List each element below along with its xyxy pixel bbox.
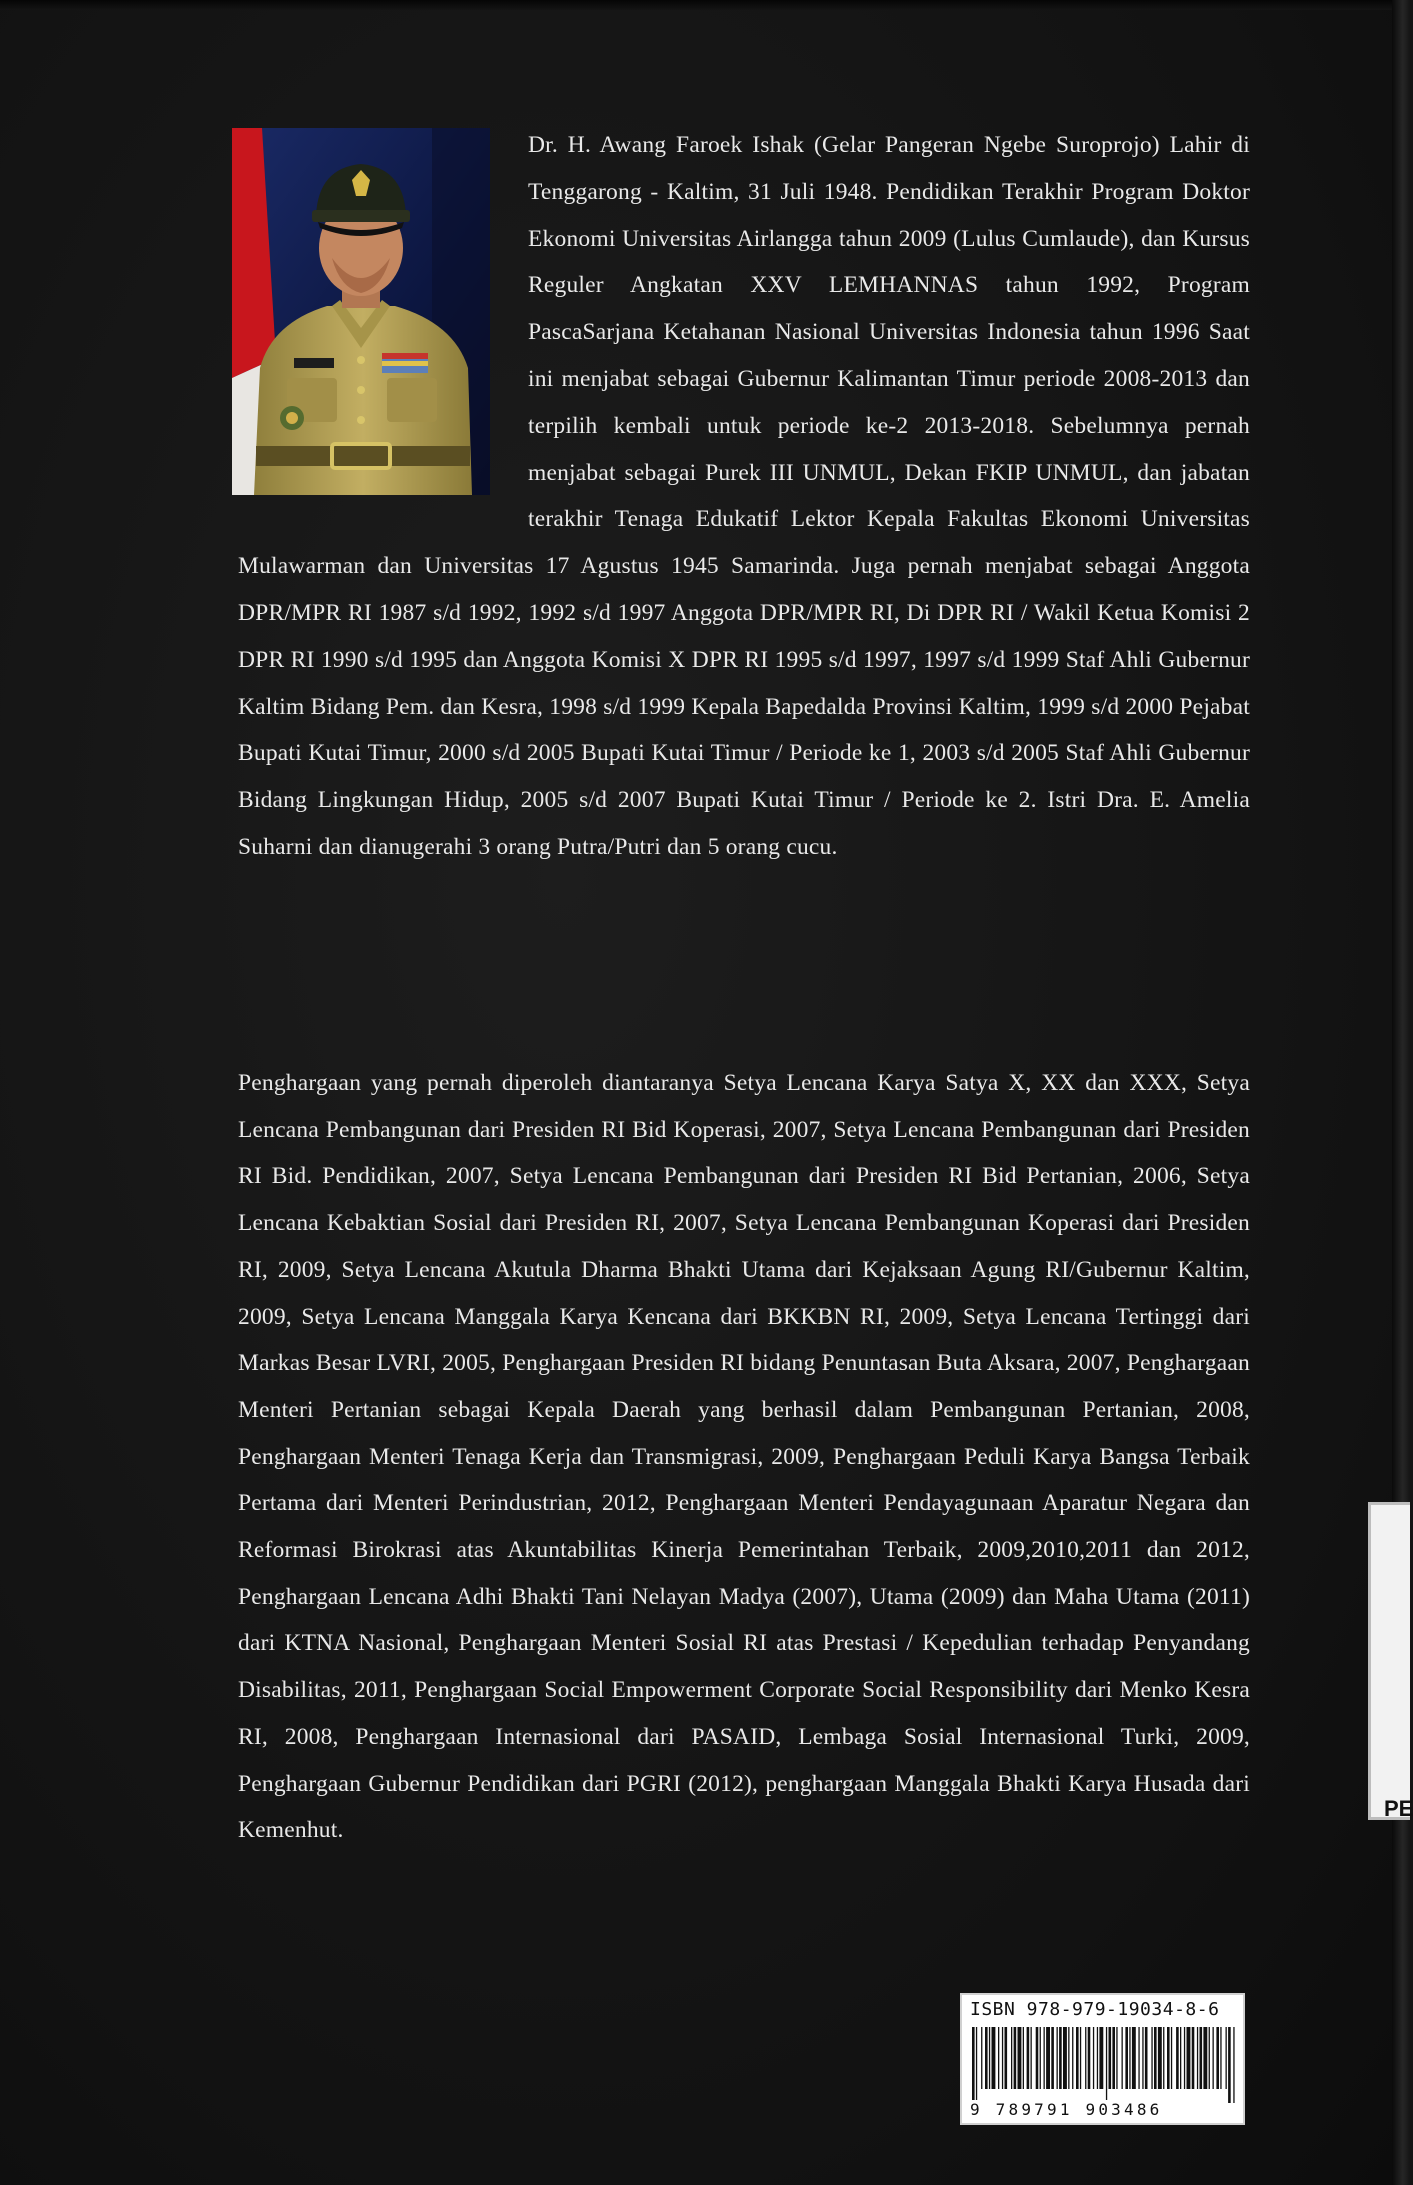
author-awards-text: Penghargaan yang pernah diperoleh diantaranya Setya Lencana Karya Satya X, XX dan XXX, Setya Lencana Pembangunan dari Presiden RI Bid Koperasi, 2007, Setya Lencana Pembangunan dari Presiden RI Bid. Pendidikan, 2007, Setya Lencana Pembangunan dari Presiden RI Bid Pertanian, 2006, Setya Lencana Kebaktian Sosial dari Presiden RI, 2007, Setya Lencana Pembangunan Koperasi dari Presiden RI, 2009, Setya Lencana Akutula Dharma Bhakti Utama dari Kejaksaan Agung RI/Gubernur Kaltim, 2009, Setya Lencana Manggala Karya Kencana dari BKKBN RI, 2009, Setya Lencana Tertinggi dari Markas Besar LVRI, 2005, Penghargaan Presiden RI bidang Penuntasan Buta Aksara, 2007, Penghargaan Menteri Pertanian sebagai Kepala Daerah yang berhasil dalam Pembangunan Pertanian, 2008, Penghargaan Menteri Tenaga Kerja dan Transmigrasi, 2009, Penghargaan Peduli Karya Bangsa Terbaik Pertama dari Menteri Perindustrian, 2012, Penghargaan Menteri Pendayagunaan Aparatur Negara dan Reformasi Birokrasi atas Akuntabilitas Kinerja Pemerintahan Terbaik, 2009,2010,2011 dan 2012, Penghargaan Lencana Adhi Bhakti Tani Nelayan Madya (2007), Utama (2009) dan Maha Utama (2011) dari KTNA Nasional, Penghargaan Menteri Sosial RI atas Prestasi / Kepedulian terhadap Penyandang Disabilitas, 2011, Penghargaan Social Empowerment Corporate Social Responsibility dari Menko Kesra RI, 2008, Penghargaan Internasional dari PASAID, Lembaga Sosial Internasional Turki, 2009, Penghargaan Gubernur Pendidikan dari PGRI (2012), penghargaan Manggala Bhakti Karya Husada dari Kemenhut. [238, 1070, 1250, 1844]
barcode-bar [1088, 2027, 1091, 2089]
barcode-bar [1068, 2027, 1069, 2089]
barcode-bar [1063, 2027, 1067, 2089]
barcode-bar [1027, 2027, 1030, 2089]
cover-spine-edge [1392, 0, 1410, 2185]
barcode-bar [1132, 2027, 1136, 2089]
barcode-bar [1097, 2027, 1098, 2089]
barcode-bar [1011, 2027, 1012, 2089]
barcode-bar [1036, 2027, 1039, 2089]
barcode-bar [998, 2027, 999, 2089]
barcode-bar [1023, 2027, 1024, 2089]
author-awards [238, 1060, 1250, 1854]
barcode-bar [1057, 2027, 1058, 2089]
barcode-bar [1187, 2027, 1191, 2089]
barcode-icon [972, 2027, 1237, 2105]
barcode-bar [976, 2027, 977, 2103]
barcode-bar [1018, 2027, 1022, 2089]
barcode-bar [1059, 2027, 1062, 2089]
barcode-bar [1099, 2027, 1103, 2089]
barcode-bar [1109, 2027, 1112, 2089]
barcode-bar [1106, 2027, 1107, 2103]
library-sticker [1368, 1502, 1410, 1820]
isbn-digits: 9 789791 903486 [970, 2100, 1163, 2119]
barcode-bar [1171, 2027, 1172, 2089]
barcode-bar [1142, 2027, 1143, 2089]
barcode-bar [1040, 2027, 1041, 2089]
isbn-label: ISBN 978-979-19034-8-6 [970, 1999, 1220, 2020]
barcode-bar [1184, 2027, 1185, 2089]
barcode-bar [1116, 2027, 1117, 2089]
barcode-bar [1046, 2027, 1050, 2089]
barcode-bar [989, 2027, 990, 2089]
barcode-bar [1209, 2027, 1210, 2089]
author-biography [238, 122, 1250, 871]
cover-top-edge [0, 0, 1410, 10]
barcode-bar [1051, 2027, 1054, 2089]
barcode-bar [1213, 2027, 1214, 2089]
barcode-bar [1031, 2027, 1032, 2089]
barcode-bar [992, 2027, 996, 2089]
barcode-bar [1180, 2027, 1181, 2089]
barcode-bar [1014, 2027, 1017, 2089]
barcode-bar [1122, 2027, 1123, 2089]
barcode-bar [1085, 2027, 1086, 2089]
barcode-bar [1197, 2027, 1198, 2089]
barcode-bar [972, 2027, 975, 2103]
barcode-bar [981, 2027, 982, 2089]
barcode-bar [1138, 2027, 1139, 2089]
barcode-bar [1129, 2027, 1130, 2089]
barcode-bar [1112, 2027, 1115, 2089]
barcode-bar [1220, 2027, 1221, 2089]
barcode-bar [1176, 2027, 1179, 2089]
barcode-bar [1093, 2027, 1094, 2089]
barcode-bar [1167, 2027, 1170, 2089]
barcode-bar [1192, 2027, 1195, 2089]
barcode-bar [1125, 2027, 1128, 2089]
barcode-bar [1145, 2027, 1148, 2089]
barcode-bar [1228, 2027, 1231, 2103]
author-biography-text: Dr. H. Awang Faroek Ishak (Gelar Pangeran Ngebe Suroprojo) Lahir di Tenggarong - Kaltim, 31 Juli 1948. Pendidikan Terakhir Program Doktor Ekonomi Universitas Airlangga tahun 2009 (Lulus Cumlaude), dan Kursus Reguler Angkatan XXV LEMHANNAS tahun 1992, Program PascaSarjana Ketahanan Nasional Universitas Indonesia tahun 1996 Saat ini menjabat sebagai Gubernur Kalimantan Timur periode 2008-2013 dan terpilih kembali untuk periode ke-2 2013-2018. Sebelumnya pernah menjabat sebagai Purek III UNMUL, Dekan FKIP UNMUL, dan jabatan terakhir Tenaga Edukatif Lektor Kepala Fakultas Ekonomi Universitas Mulawarman dan Universitas 17 Agustus 1945 Samarinda. Juga pernah menjabat sebagai Anggota DPR/MPR RI 1987 s/d 1992, 1992 s/d 1997 Anggota DPR/MPR RI, Di DPR RI / Wakil Ketua Komisi 2 DPR RI 1990 s/d 1995 dan Anggota Komisi X DPR RI 1995 s/d 1997, 1997 s/d 1999 Staf Ahli Gubernur Kaltim Bidang Pem. dan Kesra, 1998 s/d 1999 Kepala Bapedalda Provinsi Kaltim, 1999 s/d 2000 Pejabat Bupati Kutai Timur, 2000 s/d 2005 Bupati Kutai Timur / Periode ke 1, 2003 s/d 2005 Staf Ahli Gubernur Bidang Lingkungan Hidup, 2005 s/d 2007 Bupati Kutai Timur / Periode ke 2. Istri Dra. E. Amelia Suharni dan dianugerahi 3 orang Putra/Putri dan 5 orang cucu. [238, 132, 1250, 860]
portrait-text-wrap-space [238, 122, 528, 522]
barcode-bar [1072, 2027, 1073, 2089]
barcode-bar [1200, 2027, 1203, 2089]
isbn-barcode-block [960, 1993, 1245, 2125]
barcode-bar [1226, 2027, 1227, 2089]
barcode-bar [1233, 2027, 1234, 2103]
library-sticker-text: PE [1384, 1796, 1413, 1821]
barcode-bar [1044, 2027, 1045, 2089]
barcode-bar [1002, 2027, 1003, 2089]
barcode-bar [1005, 2027, 1008, 2089]
barcode-bar [1154, 2027, 1157, 2089]
barcode-bar [1216, 2027, 1219, 2089]
barcode-bar [1080, 2027, 1081, 2089]
barcode-bar [1163, 2027, 1164, 2089]
barcode-bar [1203, 2027, 1207, 2089]
barcode-bar [985, 2027, 988, 2089]
barcode-bar [1076, 2027, 1079, 2089]
barcode-bar [1151, 2027, 1152, 2089]
barcode-bar [1158, 2027, 1162, 2089]
